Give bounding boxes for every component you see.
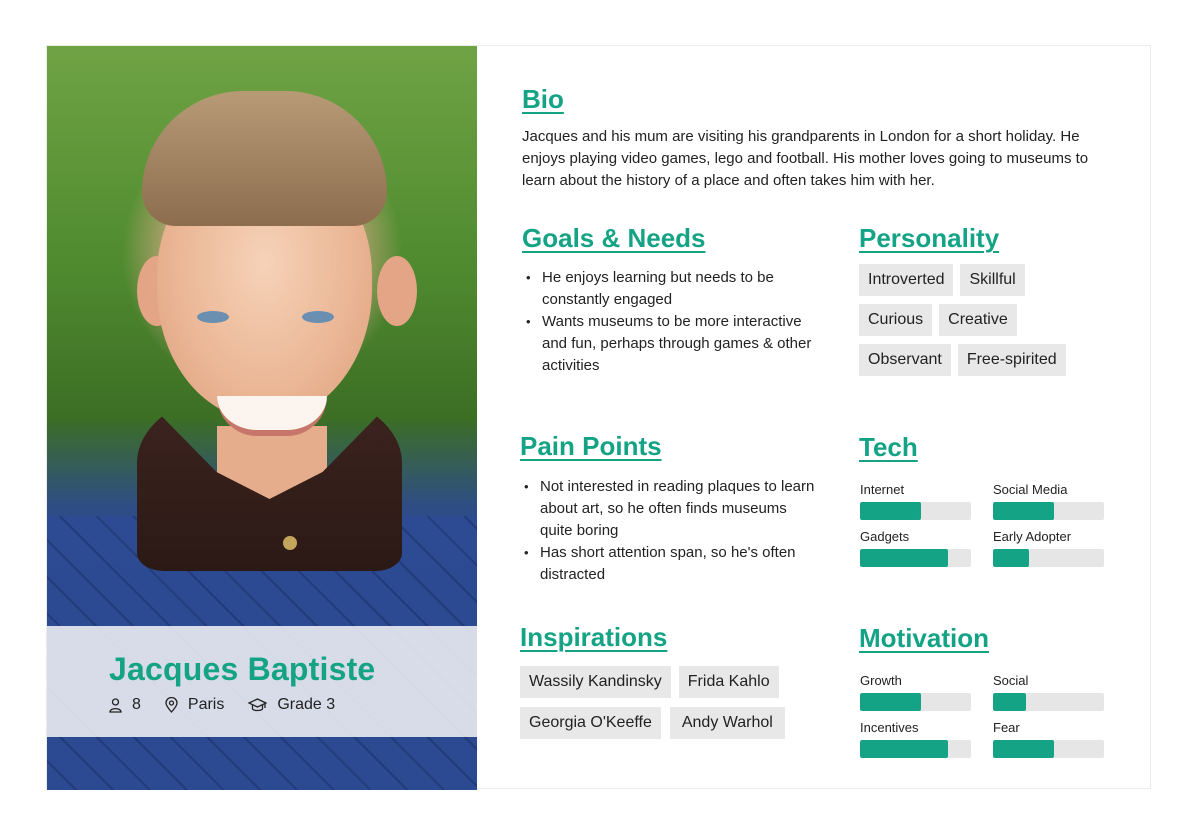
inspirations-tags — [520, 666, 820, 747]
meter-label: Fear — [993, 720, 1020, 735]
meter-fill — [860, 549, 948, 567]
persona-name: Jacques Baptiste — [109, 651, 376, 687]
location-pin-icon — [165, 697, 178, 713]
bio-text: Jacques and his mum are visiting his grandparents in London for a short holiday. He enjoys playing video games, lego and football. His mother loves going to museums to learn about the history of a place and often takes him with her. — [522, 128, 1089, 189]
tag: Free-spirited — [958, 344, 1066, 376]
meter-label: Social Media — [993, 482, 1068, 497]
list-item: • Has short attention span, so he's often distracted — [520, 542, 820, 586]
persona-card — [46, 45, 1151, 789]
persona-meta — [109, 696, 359, 714]
tag: Introverted — [859, 264, 953, 296]
meter-label: Incentives — [860, 720, 919, 735]
persona-photo — [47, 46, 477, 790]
personality-title: Personality — [859, 223, 1000, 253]
tag: Skillful — [960, 264, 1024, 296]
meter-fill — [860, 740, 948, 758]
tech-meter-early-adopter — [993, 529, 1104, 567]
list-item: • He enjoys learning but needs to be constantly engaged — [522, 267, 822, 311]
tag: Andy Warhol — [670, 707, 785, 739]
motivation-meter-growth — [860, 673, 971, 711]
meter-label: Early Adopter — [993, 529, 1072, 544]
tech-meter-internet — [860, 482, 971, 520]
meter-fill — [993, 549, 1029, 567]
meter-track — [993, 502, 1104, 520]
meter-label: Growth — [860, 673, 902, 688]
tag: Wassily Kandinsky — [520, 666, 671, 698]
personality-tags — [859, 264, 1119, 384]
goals-list — [522, 267, 822, 377]
inspirations-title: Inspirations — [520, 622, 668, 652]
person-icon — [109, 698, 122, 713]
tech-title: Tech — [859, 432, 918, 462]
meter-fill — [860, 693, 921, 711]
tag: Frida Kahlo — [679, 666, 779, 698]
meter-track — [860, 549, 971, 567]
meter-track — [993, 740, 1104, 758]
tech-meter-gadgets — [860, 529, 971, 567]
meter-label: Social — [993, 673, 1029, 688]
grade-item — [248, 696, 335, 714]
tag: Curious — [859, 304, 932, 336]
location-item — [165, 696, 224, 714]
list-item: • Wants museums to be more interactive and fun, perhaps through games & other activities — [522, 311, 822, 377]
graduation-cap-icon — [248, 698, 267, 713]
tag: Observant — [859, 344, 951, 376]
age-value: 8 — [132, 696, 141, 713]
meter-fill — [993, 502, 1054, 520]
tech-meter-social-media — [993, 482, 1104, 520]
meter-track — [860, 693, 971, 711]
meter-track — [993, 693, 1104, 711]
list-item: • Not interested in reading plaques to learn about art, so he often finds museums quite boring — [520, 476, 820, 542]
tag: Creative — [939, 304, 1017, 336]
pain-points-title: Pain Points — [520, 431, 662, 461]
motivation-meter-social — [993, 673, 1104, 711]
name-overlay — [47, 626, 477, 737]
grade-value: Grade 3 — [277, 696, 336, 713]
meter-track — [993, 549, 1104, 567]
tag: Georgia O'Keeffe — [520, 707, 661, 739]
meter-track — [860, 502, 971, 520]
motivation-meter-incentives — [860, 720, 971, 758]
meter-label: Internet — [860, 482, 905, 497]
motivation-meter-fear — [993, 720, 1104, 758]
meter-track — [860, 740, 971, 758]
meter-fill — [860, 502, 921, 520]
location-value: Paris — [187, 696, 225, 713]
bio-title: Bio — [522, 84, 564, 114]
age-item — [109, 696, 141, 714]
motivation-title: Motivation — [859, 623, 989, 653]
meter-label: Gadgets — [860, 529, 910, 544]
pain-points-list — [520, 476, 820, 586]
goals-title: Goals & Needs — [522, 223, 706, 253]
meter-fill — [993, 693, 1026, 711]
meter-fill — [993, 740, 1054, 758]
